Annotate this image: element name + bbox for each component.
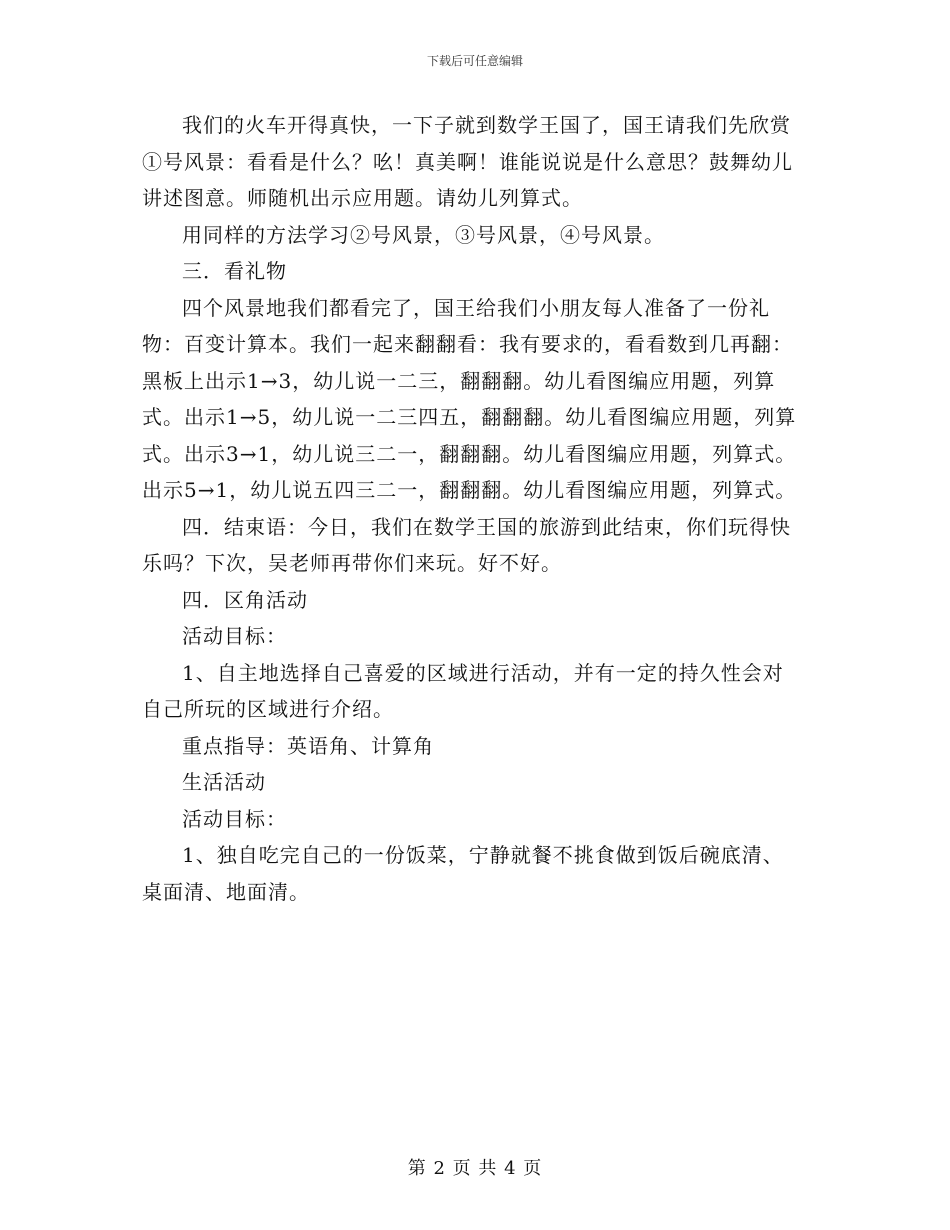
page-header: 下载后可任意编辑 [426,54,523,68]
key-guidance: 重点指导：英语角、计算角 [182,733,434,758]
activity-goal-2: 1、独自吃完自己的一份饭菜，宁静就餐不挑食做到饭后碗底清、桌面清、地面清。 [142,843,784,904]
activity-goal-1: 1、自主地选择自己喜爱的区域进行活动，并有一定的持久性会对自己所玩的区域进行介绍。 [142,660,784,721]
paragraph-2: 用同样的方法学习②号风景，③号风景，④号风景。 [182,222,665,247]
paragraph-1: 我们的火车开得真快，一下子就到数学王国了，国王请我们先欣赏①号风景：看看是什么？吆！真美啊！谁能说说是什么意思？鼓舞幼儿讲述图意。师随机出示应用题。请幼儿列算式。 [142,113,793,210]
paragraph-3: 四个风景地我们都看完了，国王给我们小朋友每人准备了一份礼物：百变计算本。我们一起来翻翻看：我有要求的，看看数到几再翻：黑板上出示1→3，幼儿说一二三，翻翻翻。幼儿看图编应用题，列算式。出示1→5，幼儿说一二三四五，翻翻翻。幼儿看图编应用题，列算式。出示3→1，幼儿说三二一，翻翻翻。幼儿看图编应用题，列算式。出示5→1，幼儿说五四三二一，翻翻翻。幼儿看图编应用题，列算式。 [142,295,797,502]
activity-goal-label-2: 活动目标： [182,806,287,831]
page-footer: 第 2 页 共 4 页 [407,1158,543,1179]
paragraph-closing: 四．结束语：今日，我们在数学王国的旅游到此结束，你们玩得快乐吗？下次，吴老师再带你们来玩。好不好。 [142,514,791,575]
document-body [142,107,802,910]
section-heading-corner-activity: 四．区角活动 [182,587,308,612]
activity-goal-label-1: 活动目标： [182,624,287,648]
section-heading-gifts: 三．看礼物 [182,259,287,283]
section-heading-life-activity: 生活活动 [182,770,266,794]
